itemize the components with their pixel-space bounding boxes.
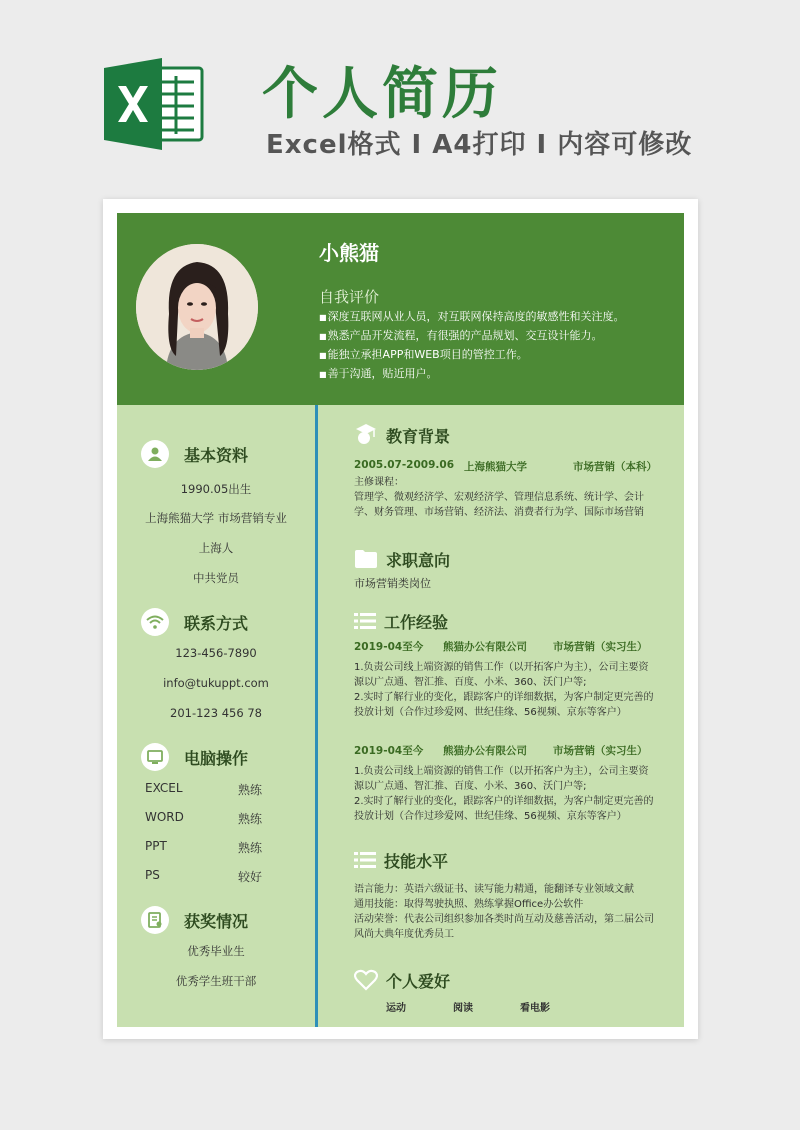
hobby-item: 看电影 <box>520 1003 550 1014</box>
education-title: 教育背景 <box>386 426 451 446</box>
job-position: 市场营销（实习生） <box>553 745 648 757</box>
contact-header <box>141 607 248 637</box>
job-desc: 1.负责公司线上端资源的销售工作（以开拓客户为主），公司主要资源以广点通、智汇推、百度、小米、360、沃门户等; <box>354 766 649 792</box>
wifi-icon <box>141 608 169 636</box>
self-eval-list <box>319 308 679 384</box>
skills-title: 技能水平 <box>384 851 449 871</box>
hobbies-header <box>354 966 450 994</box>
contact-phone: 123-456-7890 <box>175 646 257 660</box>
page-subtitle: Excel格式 I A4打印 I 内容可修改 <box>266 130 693 160</box>
self-eval-item: ■ 熟悉产品开发流程，有很强的产品规划、交互设计能力。 <box>319 327 679 346</box>
award-item: 优秀毕业生 <box>187 944 245 958</box>
heart-icon <box>354 969 378 991</box>
job-period: 2019-04至今 <box>354 641 424 653</box>
courses-label: 主修课程： <box>354 477 404 488</box>
resume-body <box>117 213 684 1027</box>
education-header <box>354 421 450 449</box>
job-period: 2019-04至今 <box>354 745 424 757</box>
candidate-name: 小熊猫 <box>319 241 379 265</box>
skill-level: 较好 <box>238 870 263 884</box>
job-intent-text: 市场营销类岗位 <box>354 577 431 590</box>
certificate-icon <box>141 906 169 934</box>
monitor-icon <box>141 743 169 771</box>
basic-info-title: 基本资料 <box>184 445 249 465</box>
award-item: 优秀学生班干部 <box>175 974 257 988</box>
page-title: 个人简历 <box>262 62 502 127</box>
person-icon <box>141 440 169 468</box>
work-header <box>354 607 448 635</box>
contact-fax: 201-123 456 78 <box>170 706 262 720</box>
avatar <box>136 244 258 370</box>
skill-level: 熟练 <box>238 812 263 826</box>
hobbies-title: 个人爱好 <box>386 971 451 991</box>
hobby-item: 阅读 <box>453 1003 473 1014</box>
hobby-item: 运动 <box>386 1003 406 1014</box>
skill-name: EXCEL <box>145 781 183 795</box>
contact-title: 联系方式 <box>184 613 249 633</box>
basic-info-item: 中共党员 <box>193 571 239 585</box>
skill-line: 通用技能：取得驾驶执照、熟练掌握Office办公软件 <box>354 899 584 910</box>
graduate-icon <box>354 423 378 447</box>
education-period: 2005.07-2009.06 <box>354 459 455 471</box>
education-school: 上海熊猫大学 <box>464 461 527 473</box>
basic-info-item: 上海人 <box>198 541 234 555</box>
basic-info-header <box>141 439 248 469</box>
skills-header <box>354 846 448 874</box>
computer-skills-header <box>141 742 248 772</box>
self-eval-item: ■ 能独立承担APP和WEB项目的管控工作。 <box>319 346 679 365</box>
job-desc: 2.实时了解行业的变化，跟踪客户的详细数据，为客户制定更完善的投放计划（合作过珍爱网、世纪佳缘、56视频、京东等客户） <box>354 796 654 822</box>
job-intent-title: 求职意向 <box>386 550 451 570</box>
job-company: 熊猫办公有限公司 <box>443 745 527 757</box>
excel-logo-icon <box>104 58 204 150</box>
resume-header <box>117 213 684 405</box>
list-icon <box>354 851 376 869</box>
courses-text: 管理学、微观经济学、宏观经济学、管理信息系统、统计学、会计学、财务管理、市场营销、经济法、消费者行为学、国际市场营销 <box>354 492 644 518</box>
awards-title: 获奖情况 <box>184 911 249 931</box>
computer-skills-title: 电脑操作 <box>184 748 249 768</box>
list-icon <box>354 612 376 630</box>
basic-info-item: 1990.05出生 <box>180 482 252 496</box>
job-intent-header <box>354 545 450 573</box>
skill-level: 熟练 <box>238 841 263 855</box>
awards-header <box>141 905 248 935</box>
work-title: 工作经验 <box>384 612 449 632</box>
basic-info-item: 上海熊猫大学 市场营销专业 <box>145 511 287 525</box>
resume-paper <box>103 199 698 1039</box>
job-desc: 2.实时了解行业的变化，跟踪客户的详细数据，为客户制定更完善的投放计划（合作过珍爱网、世纪佳缘、56视频、京东等客户） <box>354 692 654 718</box>
job-desc: 1.负责公司线上端资源的销售工作（以开拓客户为主），公司主要资源以广点通、智汇推、百度、小米、360、沃门户等; <box>354 662 649 688</box>
education-major: 市场营销（本科） <box>573 461 657 473</box>
left-column <box>117 405 315 1027</box>
self-eval-item: ■ 善于沟通，贴近用户。 <box>319 365 679 384</box>
skill-line: 语言能力：英语六级证书、读写能力精通，能翻译专业领域文献 <box>354 884 634 895</box>
skill-name: PS <box>145 868 160 882</box>
contact-email: info@tukuppt.com <box>163 676 269 690</box>
skill-name: PPT <box>145 839 167 853</box>
folder-icon <box>354 549 378 569</box>
skill-name: WORD <box>145 810 184 824</box>
right-column <box>318 405 684 1027</box>
self-eval-item: ■ 深度互联网从业人员，对互联网保持高度的敏感性和关注度。 <box>319 308 679 327</box>
skill-line: 活动荣誉：代表公司组织参加各类时尚互动及慈善活动，第二届公司风尚大典年度优秀员工 <box>354 914 654 940</box>
skill-level: 熟练 <box>238 783 263 797</box>
job-position: 市场营销（实习生） <box>553 641 648 653</box>
job-company: 熊猫办公有限公司 <box>443 641 527 653</box>
self-eval-title: 自我评价 <box>319 288 380 306</box>
